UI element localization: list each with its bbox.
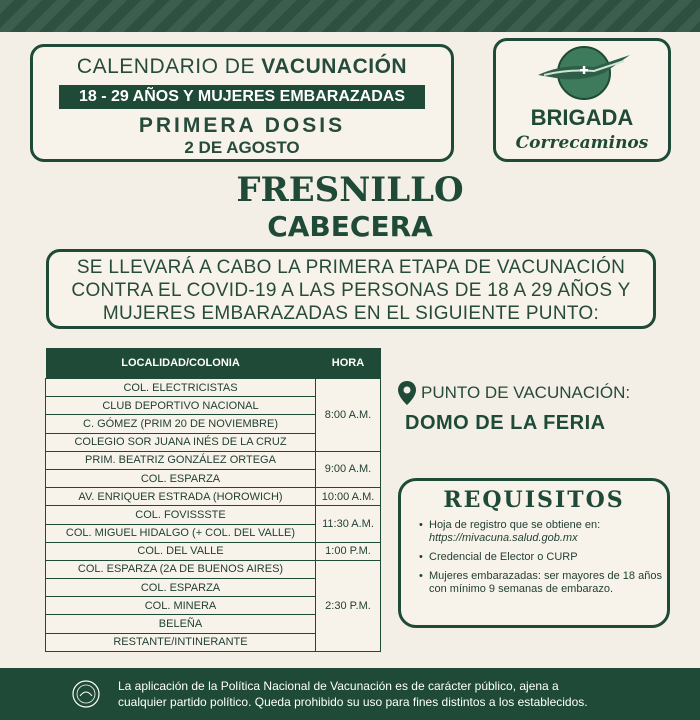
schedule-header-row: [46, 348, 381, 379]
notice-line: MUJERES EMBARAZADAS EN EL SIGUIENTE PUNTO:: [102, 303, 600, 324]
locality-cell: AV. ENRIQUER ESTRADA (HOROWICH): [46, 488, 316, 506]
calendar-title: [33, 55, 451, 79]
list-item: • Mujeres embarazadas: ser mayores de 18 años con mínimo 9 semanas de embarazo.: [429, 570, 667, 596]
column-header-hour: HORA: [316, 348, 381, 379]
brigade-box: [493, 38, 671, 162]
city-title: FRESNILLO: [236, 170, 464, 210]
locality-cell: CLUB DEPORTIVO NACIONAL: [46, 397, 316, 415]
table-row: [46, 560, 381, 578]
notice-line: CONTRA EL COVID-19 A LAS PERSONAS DE 18 A 29 AÑOS Y: [71, 280, 631, 301]
schedule-table: [45, 348, 381, 652]
calendar-title-plain: CALENDARIO DE: [76, 55, 262, 78]
table-row: [46, 542, 381, 560]
hour-cell: 1:00 P.M.: [316, 542, 381, 560]
table-row: [46, 488, 381, 506]
audience-band: 18 - 29 AÑOS Y MUJERES EMBARAZADAS: [59, 85, 425, 109]
locality-cell: COLEGIO SOR JUANA INÉS DE LA CRUZ: [46, 433, 316, 451]
hour-cell: 11:30 A.M.: [316, 506, 381, 542]
list-item: [429, 519, 667, 545]
vaccination-point-name: DOMO DE LA FERIA: [405, 412, 606, 434]
roadrunner-logo-icon: [534, 45, 634, 101]
locality-cell: RESTANTE/INTINERANTE: [46, 633, 316, 651]
vaccination-point-label: [397, 380, 630, 406]
registration-link[interactable]: https://mivacuna.salud.gob.mx: [429, 532, 578, 544]
zone-title: CABECERA: [267, 210, 433, 243]
locality-cell: C. GÓMEZ (PRIM 20 DE NOVIEMBRE): [46, 415, 316, 433]
calendar-title-box: [30, 44, 454, 162]
locality-cell: COL. ELECTRICISTAS: [46, 379, 316, 397]
footer: [0, 668, 700, 720]
footer-disclaimer: [118, 678, 678, 710]
national-seal-icon: [72, 680, 100, 708]
brigade-name: BRIGADA: [530, 105, 634, 130]
locality-cell: COL. MINERA: [46, 597, 316, 615]
brigade-subtitle: Correcaminos: [515, 133, 649, 153]
column-header-locality: LOCALIDAD/COLONIA: [46, 348, 316, 379]
locality-cell: COL. DEL VALLE: [46, 542, 316, 560]
hour-cell: 9:00 A.M.: [316, 451, 381, 487]
calendar-title-bold: VACUNACIÓN: [261, 55, 408, 78]
locality-cell: PRIM. BEATRIZ GONZÁLEZ ORTEGA: [46, 451, 316, 469]
locality-cell: COL. ESPARZA: [46, 579, 316, 597]
table-row: [46, 451, 381, 469]
requirements-title: REQUISITOS: [443, 487, 625, 513]
footer-line: cualquier partido político. Queda prohibido su uso para fines distintos a los establecidos.: [118, 695, 588, 709]
locality-cell: BELEÑA: [46, 615, 316, 633]
hour-cell: 10:00 A.M.: [316, 488, 381, 506]
locality-cell: COL. ESPARZA: [46, 469, 316, 487]
hour-cell: 2:30 P.M.: [316, 560, 381, 651]
requirement-text: Hoja de registro que se obtiene en:: [429, 519, 601, 531]
dose-label: PRIMERA DOSIS: [138, 114, 346, 137]
locality-cell: COL. FOVISSSTE: [46, 506, 316, 524]
date-label: 2 DE AGOSTO: [184, 138, 300, 157]
table-row: [46, 506, 381, 524]
notice-box: [46, 249, 656, 329]
footer-line: La aplicación de la Política Nacional de Vacunación es de carácter público, ajena a: [118, 679, 559, 693]
notice-line: SE LLEVARÁ A CABO LA PRIMERA ETAPA DE VACUNACIÓN: [76, 257, 626, 278]
requirements-box: [398, 478, 670, 628]
decorative-top-band: [0, 0, 700, 32]
list-item: • Credencial de Elector o CURP: [429, 551, 667, 564]
map-pin-icon: [397, 380, 417, 406]
locality-cell: COL. MIGUEL HIDALGO (+ COL. DEL VALLE): [46, 524, 316, 542]
table-row: [46, 379, 381, 397]
locality-cell: COL. ESPARZA (2A DE BUENOS AIRES): [46, 560, 316, 578]
hour-cell: 8:00 A.M.: [316, 379, 381, 452]
vaccination-point-label-text: PUNTO DE VACUNACIÓN:: [421, 383, 631, 402]
requirements-list: [401, 519, 667, 596]
